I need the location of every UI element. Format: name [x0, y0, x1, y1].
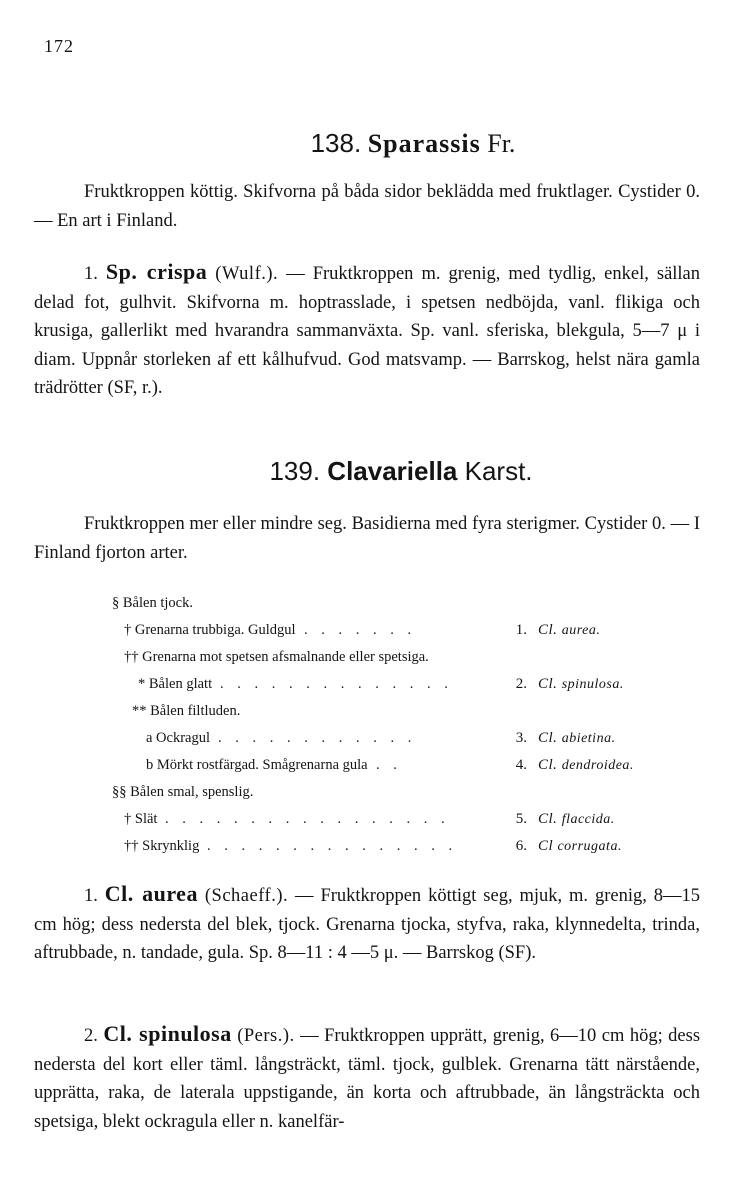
- key-leader-dots: . . . . . . .: [304, 622, 417, 638]
- species-name: Sp. crispa: [105, 259, 208, 284]
- key-species-number: 2.: [515, 676, 527, 692]
- key-row: [34, 644, 714, 671]
- key-taxon-epithet: aurea.: [561, 623, 601, 638]
- key-taxon-epithet: abietina.: [561, 731, 616, 746]
- key-description: †† Grenarna mot spetsen afsmalnande eller spetsiga.: [124, 649, 429, 665]
- species-name: Cl. aurea: [104, 881, 198, 906]
- key-taxon-genus: Cl.: [538, 730, 558, 746]
- key-description: * Bålen glatt: [138, 676, 213, 692]
- genus-name: Clavariella: [327, 456, 458, 486]
- page-number: 172: [44, 36, 74, 56]
- species-number: 1.: [84, 886, 98, 906]
- species-description: — Fruktkroppen m. grenig, med tydlig, enkel, sällan delad fot, gulhvit. Skifvorna m. hoptrasslade, i spetsen nedböjda, vanl. flikiga och krusiga, gallerlikt med hvarandra sammanväxta. Sp. vanl. sferiska, blekgula, 5—7 μ i diam. Uppnår storleken af ett kålhufvud. God matsvamp. — Barrskog, helst nära gamla trädrötter (SF, r.).: [34, 264, 701, 398]
- key-species-number: 4.: [515, 757, 527, 773]
- key-taxon: [538, 806, 615, 833]
- key-leader-dots: . .: [376, 757, 402, 773]
- species-author: (Pers.).: [237, 1026, 295, 1046]
- key-leader-dots: . . . . . . . . . . . . . .: [220, 676, 453, 692]
- key-description: †† Skrynklig: [124, 838, 200, 854]
- key-description: † Grenarna trubbiga. Guldgul: [124, 622, 296, 638]
- section-number: 139.: [269, 456, 321, 486]
- species-entry-clavariella-spinulosa: [34, 1020, 700, 1136]
- species-author: (Schaeff.).: [204, 886, 289, 906]
- key-species-number: 1.: [515, 622, 527, 638]
- key-description: § Bålen tjock.: [112, 595, 193, 611]
- species-number: 2.: [84, 1026, 98, 1046]
- key-species-number: 3.: [515, 730, 527, 746]
- key-leader-dots: . . . . . . . . . . . . . . . . .: [165, 811, 450, 827]
- key-species-number: 6.: [515, 838, 527, 854]
- key-species-number: 5.: [515, 811, 527, 827]
- key-taxon: [538, 725, 616, 752]
- species-entry-clavariella-aurea: [34, 880, 700, 968]
- genus-author: Fr.: [487, 129, 516, 158]
- key-row: [34, 671, 714, 698]
- key-taxon-genus: Cl: [538, 838, 554, 854]
- section-number: 138.: [310, 128, 362, 158]
- key-description: §§ Bålen smal, spenslig.: [112, 784, 254, 800]
- key-row: [34, 590, 714, 617]
- key-leader-dots: . . . . . . . . . . . . . . .: [207, 838, 458, 854]
- species-name: Cl. spinulosa: [103, 1021, 232, 1046]
- key-row: [34, 806, 714, 833]
- key-taxon-epithet: spinulosa.: [561, 677, 624, 692]
- key-taxon-epithet: corrugata.: [557, 839, 622, 854]
- section-heading-138: [40, 128, 746, 159]
- key-leader-dots: . . . . . . . . . . . .: [218, 730, 417, 746]
- key-row: [34, 833, 714, 860]
- genus-name: Sparassis: [367, 129, 481, 158]
- key-taxon-genus: Cl.: [538, 757, 558, 773]
- key-row: [34, 617, 714, 644]
- key-description: † Slät: [124, 811, 158, 827]
- key-taxon: [538, 671, 624, 698]
- key-row: [34, 752, 714, 779]
- identification-key: [34, 590, 714, 860]
- key-description: b Mörkt rostfärgad. Smågrenarna gula: [146, 757, 368, 773]
- key-row: [34, 779, 714, 806]
- genus-author: Karst.: [464, 456, 533, 486]
- species-entry-sparassis-crispa: [34, 258, 700, 403]
- genus-description-139: Fruktkroppen mer eller mindre seg. Basidierna med fyra sterigmer. Cystider 0. — I Finland fjorton arter.: [34, 514, 700, 563]
- key-taxon-genus: Cl.: [538, 622, 558, 638]
- species-description: — Fruktkroppen köttigt seg, mjuk, m. grenig, 8—15 cm hög; dess nedersta del blek, tjock. Grenarna tjocka, styfva, raka, klynnedelta, trinda, aftrubbade, n. tandade, gula. Sp. 8—11 : 4 —5 μ. — Barrskog (SF).: [34, 886, 701, 963]
- key-taxon-genus: Cl.: [538, 676, 558, 692]
- key-row: [34, 698, 714, 725]
- key-taxon: [538, 617, 600, 644]
- key-row: [34, 725, 714, 752]
- species-description: — Fruktkroppen upprätt, grenig, 6—10 cm hög; dess nedersta del kort eller täml. långsträckt, täml. tjock, gulblek. Grenarna tätt närstående, upprätta, raka, de laterala uppstigande, än korta och aftrubbade, än långsträckta och spetsiga, blekt ockragula eller n. kanelfär-: [34, 1026, 701, 1132]
- key-taxon: [538, 752, 634, 779]
- key-taxon-epithet: flaccida.: [561, 812, 615, 827]
- key-taxon-genus: Cl.: [538, 811, 558, 827]
- species-author: (Wulf.).: [215, 264, 279, 284]
- key-taxon-epithet: dendroidea.: [561, 758, 634, 773]
- key-description: a Ockragul: [146, 730, 211, 746]
- genus-description-138: Fruktkroppen köttig. Skifvorna på båda sidor beklädda med fruktlager. Cystider 0. — En art i Finland.: [34, 182, 700, 231]
- section-heading-139: [28, 456, 746, 487]
- key-description: ** Bålen filtluden.: [132, 703, 241, 719]
- species-number: 1.: [84, 264, 98, 284]
- key-taxon: [538, 833, 622, 860]
